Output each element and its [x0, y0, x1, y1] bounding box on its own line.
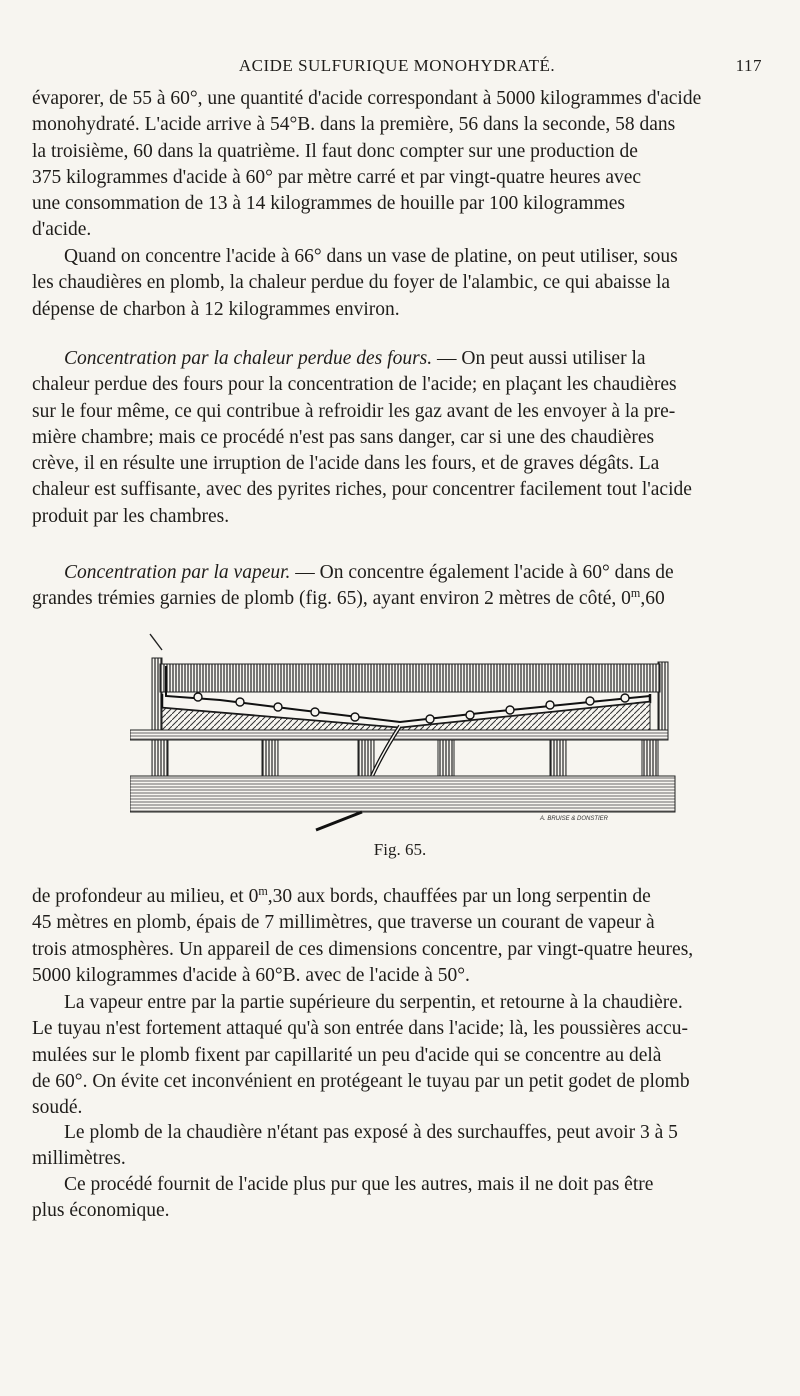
text-line: Ce procédé fournit de l'acide plus pur que les autres, mais il ne doit pas être [64, 1174, 654, 1195]
figure-caption: Fig. 65. [373, 840, 427, 859]
text-line: une consommation de 13 à 14 kilogrammes de houille par 100 kilogrammes [32, 193, 625, 215]
text-line: millimètres. [32, 1148, 126, 1170]
superscript: m [630, 586, 641, 601]
text-line: Le plomb de la chaudière n'étant pas exposé à des surchauffes, peut avoir 3 à 5 [64, 1122, 678, 1143]
section-first-line [32, 560, 760, 586]
text-line: chaleur perdue des fours pour la concentration de l'acide; en plaçant les chaudières [32, 374, 677, 396]
text-line: la troisième, 60 dans la quatrième. Il faut donc compter sur une production de [32, 140, 638, 162]
support-pillars [152, 740, 658, 776]
text-line: d'acide. [32, 219, 92, 241]
figure-65 [130, 630, 680, 835]
text-line: trois atmosphères. Un appareil de ces dimensions concentre, par vingt-quatre heures, [32, 938, 694, 960]
text-line [32, 586, 760, 612]
text-run: de profondeur au milieu, et 0 [32, 886, 259, 907]
floor [130, 776, 675, 812]
text-run: ,30 aux bords, chauffées par un long serpentin de [267, 886, 651, 907]
text-line: 375 kilogrammes d'acide à 60° par mètre carré et par vingt-quatre heures avec [32, 166, 642, 188]
support-slab [130, 730, 668, 740]
text-line: plus économique. [32, 1200, 170, 1222]
running-title: ACIDE SULFURIQUE MONOHYDRATÉ. [238, 56, 556, 75]
text-line: 45 mètres en plomb, épais de 7 millimètres, que traverse un courant de vapeur à [32, 912, 655, 934]
text-line: les chaudières en plomb, la chaleur perdue du foyer de l'alambic, ce qui abaisse la [32, 272, 671, 294]
page-number: 117 [735, 56, 762, 75]
section-title: Concentration par la chaleur perdue des fours. [64, 348, 433, 369]
engraver-signature: A. BRUISE & DONSTIER [540, 816, 609, 822]
text-line: sur le four même, ce qui contribue à refroidir les gaz avant de les envoyer à la pre- [32, 400, 676, 422]
running-header [32, 56, 762, 80]
text-line: 5000 kilogrammes d'acide à 60°B. avec de l'acide à 50°. [32, 964, 470, 986]
text-line: dépense de charbon à 12 kilogrammes environ. [32, 298, 400, 320]
boiler-illustration [130, 630, 680, 835]
superscript: m [258, 883, 268, 898]
text-line: monohydraté. L'acide arrive à 54°B. dans la première, 56 dans la seconde, 58 dans [32, 114, 676, 136]
paragraph-2 [32, 244, 760, 323]
text-line: mulées sur le plomb fixent par capillarité un peu d'acide qui se concentre au delà [32, 1044, 662, 1066]
text-line: La vapeur entre par la partie supérieure du serpentin, et retourne à la chaudière. [64, 992, 683, 1013]
paragraph-1 [32, 86, 760, 244]
paragraph-5 [32, 1120, 760, 1173]
text-run: grandes trémies garnies de plomb (fig. 65), ayant environ 2 mètres de côté, 0 [32, 588, 631, 610]
masonry-fill [162, 702, 650, 730]
section-steam [32, 560, 760, 613]
steam-inlet-arrow [150, 634, 162, 650]
text-line: évaporer, de 55 à 60°, une quantité d'acide correspondant à 5000 kilogrammes d'acide [32, 88, 702, 109]
section-waste-heat [32, 346, 760, 530]
text-line: de 60°. On évite cet inconvénient en protégeant le tuyau par un petit godet de plomb [32, 1070, 690, 1092]
text-line: soudé. [32, 1097, 83, 1119]
text-line [32, 884, 760, 910]
section-title: Concentration par la vapeur. [64, 562, 291, 583]
text-line: crève, il en résulte une irruption de l'acide dans les fours, et de graves dégâts. La [32, 453, 660, 475]
text-run: — On concentre également l'acide à 60° dans de [290, 562, 674, 583]
section-first-line [32, 346, 760, 372]
text-line: Le tuyau n'est fortement attaqué qu'à son entrée dans l'acide; là, les poussières accu- [32, 1018, 688, 1040]
text-run: — On peut aussi utiliser la [432, 348, 646, 369]
text-line: mière chambre; mais ce procédé n'est pas sans danger, car si une des chaudières [32, 426, 655, 448]
text-run: ,60 [640, 588, 665, 610]
paragraph-4 [32, 990, 760, 1121]
text-line: Quand on concentre l'acide à 66° dans un vase de platine, on peut utiliser, sous [64, 246, 678, 267]
text-line: chaleur est suffisante, avec des pyrites riches, pour concentrer facilement tout l'acide [32, 479, 692, 501]
cover [160, 664, 660, 692]
paragraph-3 [32, 884, 760, 989]
paragraph-6 [32, 1172, 760, 1225]
text-line: produit par les chambres. [32, 505, 230, 527]
